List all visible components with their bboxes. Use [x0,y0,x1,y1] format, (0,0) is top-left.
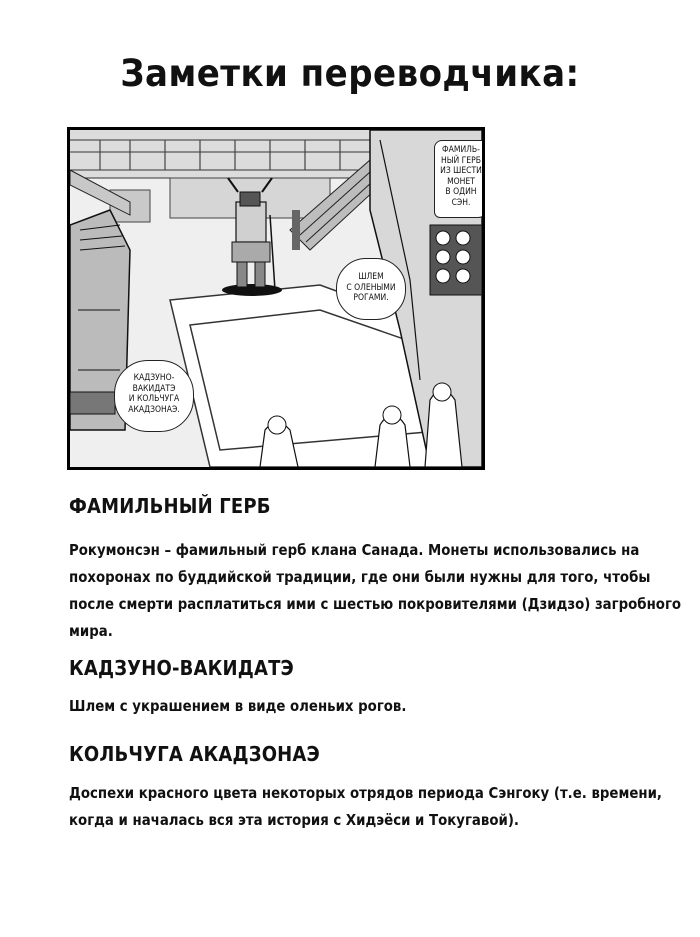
section-text-crest [69,537,682,645]
text-line: Шлем с украшением в виде оленьих рогов. [69,698,407,715]
text-line: мира. [69,623,113,640]
section-text-helmet [69,693,609,720]
section-text-armor [69,780,662,834]
section-heading-armor: КОЛЬЧУГА АКАДЗОНАЭ [69,742,320,766]
text-line: похоронах по буддийской традиции, где они были нужны для того, чтобы [69,569,651,586]
text-line: когда и началась вся эта история с Хидэёси и Токугавой). [69,812,519,829]
speech-bubble-helmet: ШЛЕМ С ОЛЕНЫМИ РОГАМИ. [336,258,406,320]
text-line: Доспехи красного цвета некоторых отрядов периода Сэнгоку (т.е. времени, [69,785,662,802]
text-line: после смерти расплатиться ими с шестью покровителями (Дзидзо) загробного [69,596,682,613]
speech-bubble-crest: ФАМИЛЬ- НЫЙ ГЕРБ ИЗ ШЕСТИ МОНЕТ В ОДИН СЭН. [434,140,485,218]
speech-bubble-armor: КАДЗУНО- ВАКИДАТЭ И КОЛЬЧУГА АКАДЗОНАЭ. [114,360,194,432]
text-line: Рокумонсэн – фамильный герб клана Санада. Монеты использовались на [69,542,640,559]
section-heading-crest: ФАМИЛЬНЫЙ ГЕРБ [69,494,271,518]
section-heading-helmet: КАДЗУНО-ВАКИДАТЭ [69,656,294,680]
manga-panel [67,127,485,470]
page-title: Заметки переводчика: [120,52,580,95]
